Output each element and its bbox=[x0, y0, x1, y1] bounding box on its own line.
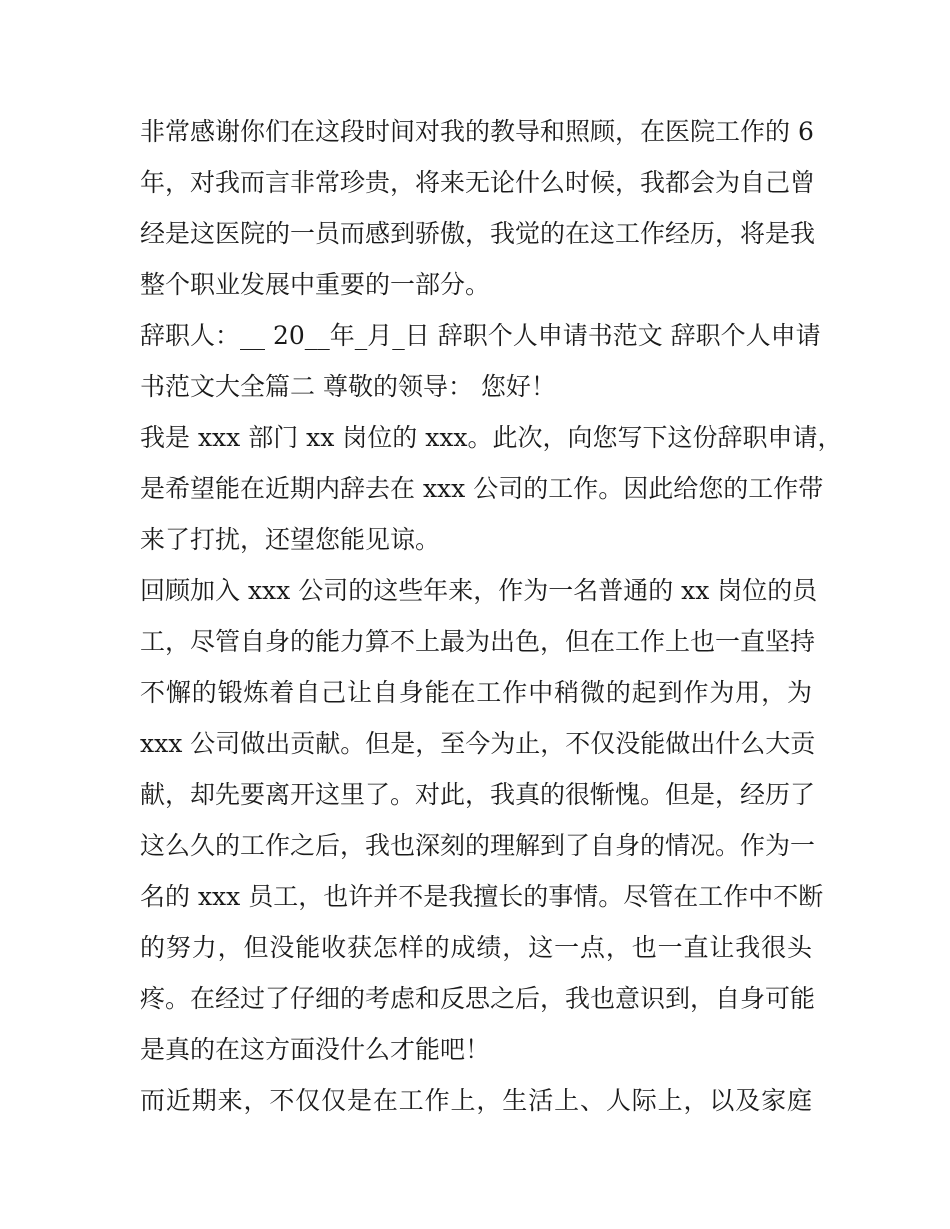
text-line: 这么久的工作之后，我也深刻的理解到了自身的情况。作为一 bbox=[140, 831, 816, 860]
text-line: 我是 xxx 部门 xx 岗位的 xxx。此次，向您写下这份辞职申请， bbox=[140, 423, 843, 452]
text-line: 辞职人：__ 20__年_月_日 辞职个人申请书范文 辞职个人申请 bbox=[140, 321, 821, 350]
text-line: 来了打扰，还望您能见谅。 bbox=[140, 525, 441, 554]
text-line: 而近期来，不仅仅是在工作上，生活上、人际上，以及家庭 bbox=[140, 1086, 812, 1115]
text-line: xxx 公司做出贡献。但是，至今为止，不仅没能做出什么大贡 bbox=[140, 729, 816, 758]
text-line: 是希望能在近期内辞去在 xxx 公司的工作。因此给您的工作带 bbox=[140, 474, 824, 503]
text-line: 是真的在这方面没什么才能吧！ bbox=[140, 1035, 491, 1064]
text-line: 名的 xxx 员工，也许并不是我擅长的事情。尽管在工作中不断 bbox=[140, 882, 824, 911]
paragraph-reflection bbox=[140, 565, 824, 1075]
paragraph-recent-circumstances bbox=[140, 1075, 812, 1126]
text-line: 献，却先要离开这里了。对此，我真的很惭愧。但是，经历了 bbox=[140, 780, 816, 809]
text-line: 不懈的锻炼着自己让自身能在工作中稍微的起到作为用，为 bbox=[140, 678, 812, 707]
text-line: 经是这医院的一员而感到骄傲，我觉的在这工作经历，将是我 bbox=[140, 219, 816, 248]
text-line: 的努力，但没能收获怎样的成绩，这一点，也一直让我很头 bbox=[140, 933, 812, 962]
text-line: 非常感谢你们在这段时间对我的教导和照顾，在医院工作的 6 bbox=[140, 117, 814, 146]
paragraph-gratitude bbox=[140, 106, 816, 310]
text-line: 工，尽管自身的能力算不上最为出色，但在工作上也一直坚持 bbox=[140, 627, 816, 656]
text-line: 书范文大全篇二 尊敬的领导： 您好！ bbox=[140, 372, 556, 401]
paragraph-introduction bbox=[140, 412, 843, 565]
text-line: 整个职业发展中重要的一部分。 bbox=[140, 270, 491, 299]
text-line: 疼。在经过了仔细的考虑和反思之后，我也意识到，自身可能 bbox=[140, 984, 816, 1013]
text-line: 年，对我而言非常珍贵，将来无论什么时候，我都会为自己曾 bbox=[140, 168, 816, 197]
text-line: 回顾加入 xxx 公司的这些年来，作为一名普通的 xx 岗位的员 bbox=[140, 576, 818, 605]
document-body bbox=[140, 106, 843, 1126]
paragraph-signature-and-title bbox=[140, 310, 821, 412]
